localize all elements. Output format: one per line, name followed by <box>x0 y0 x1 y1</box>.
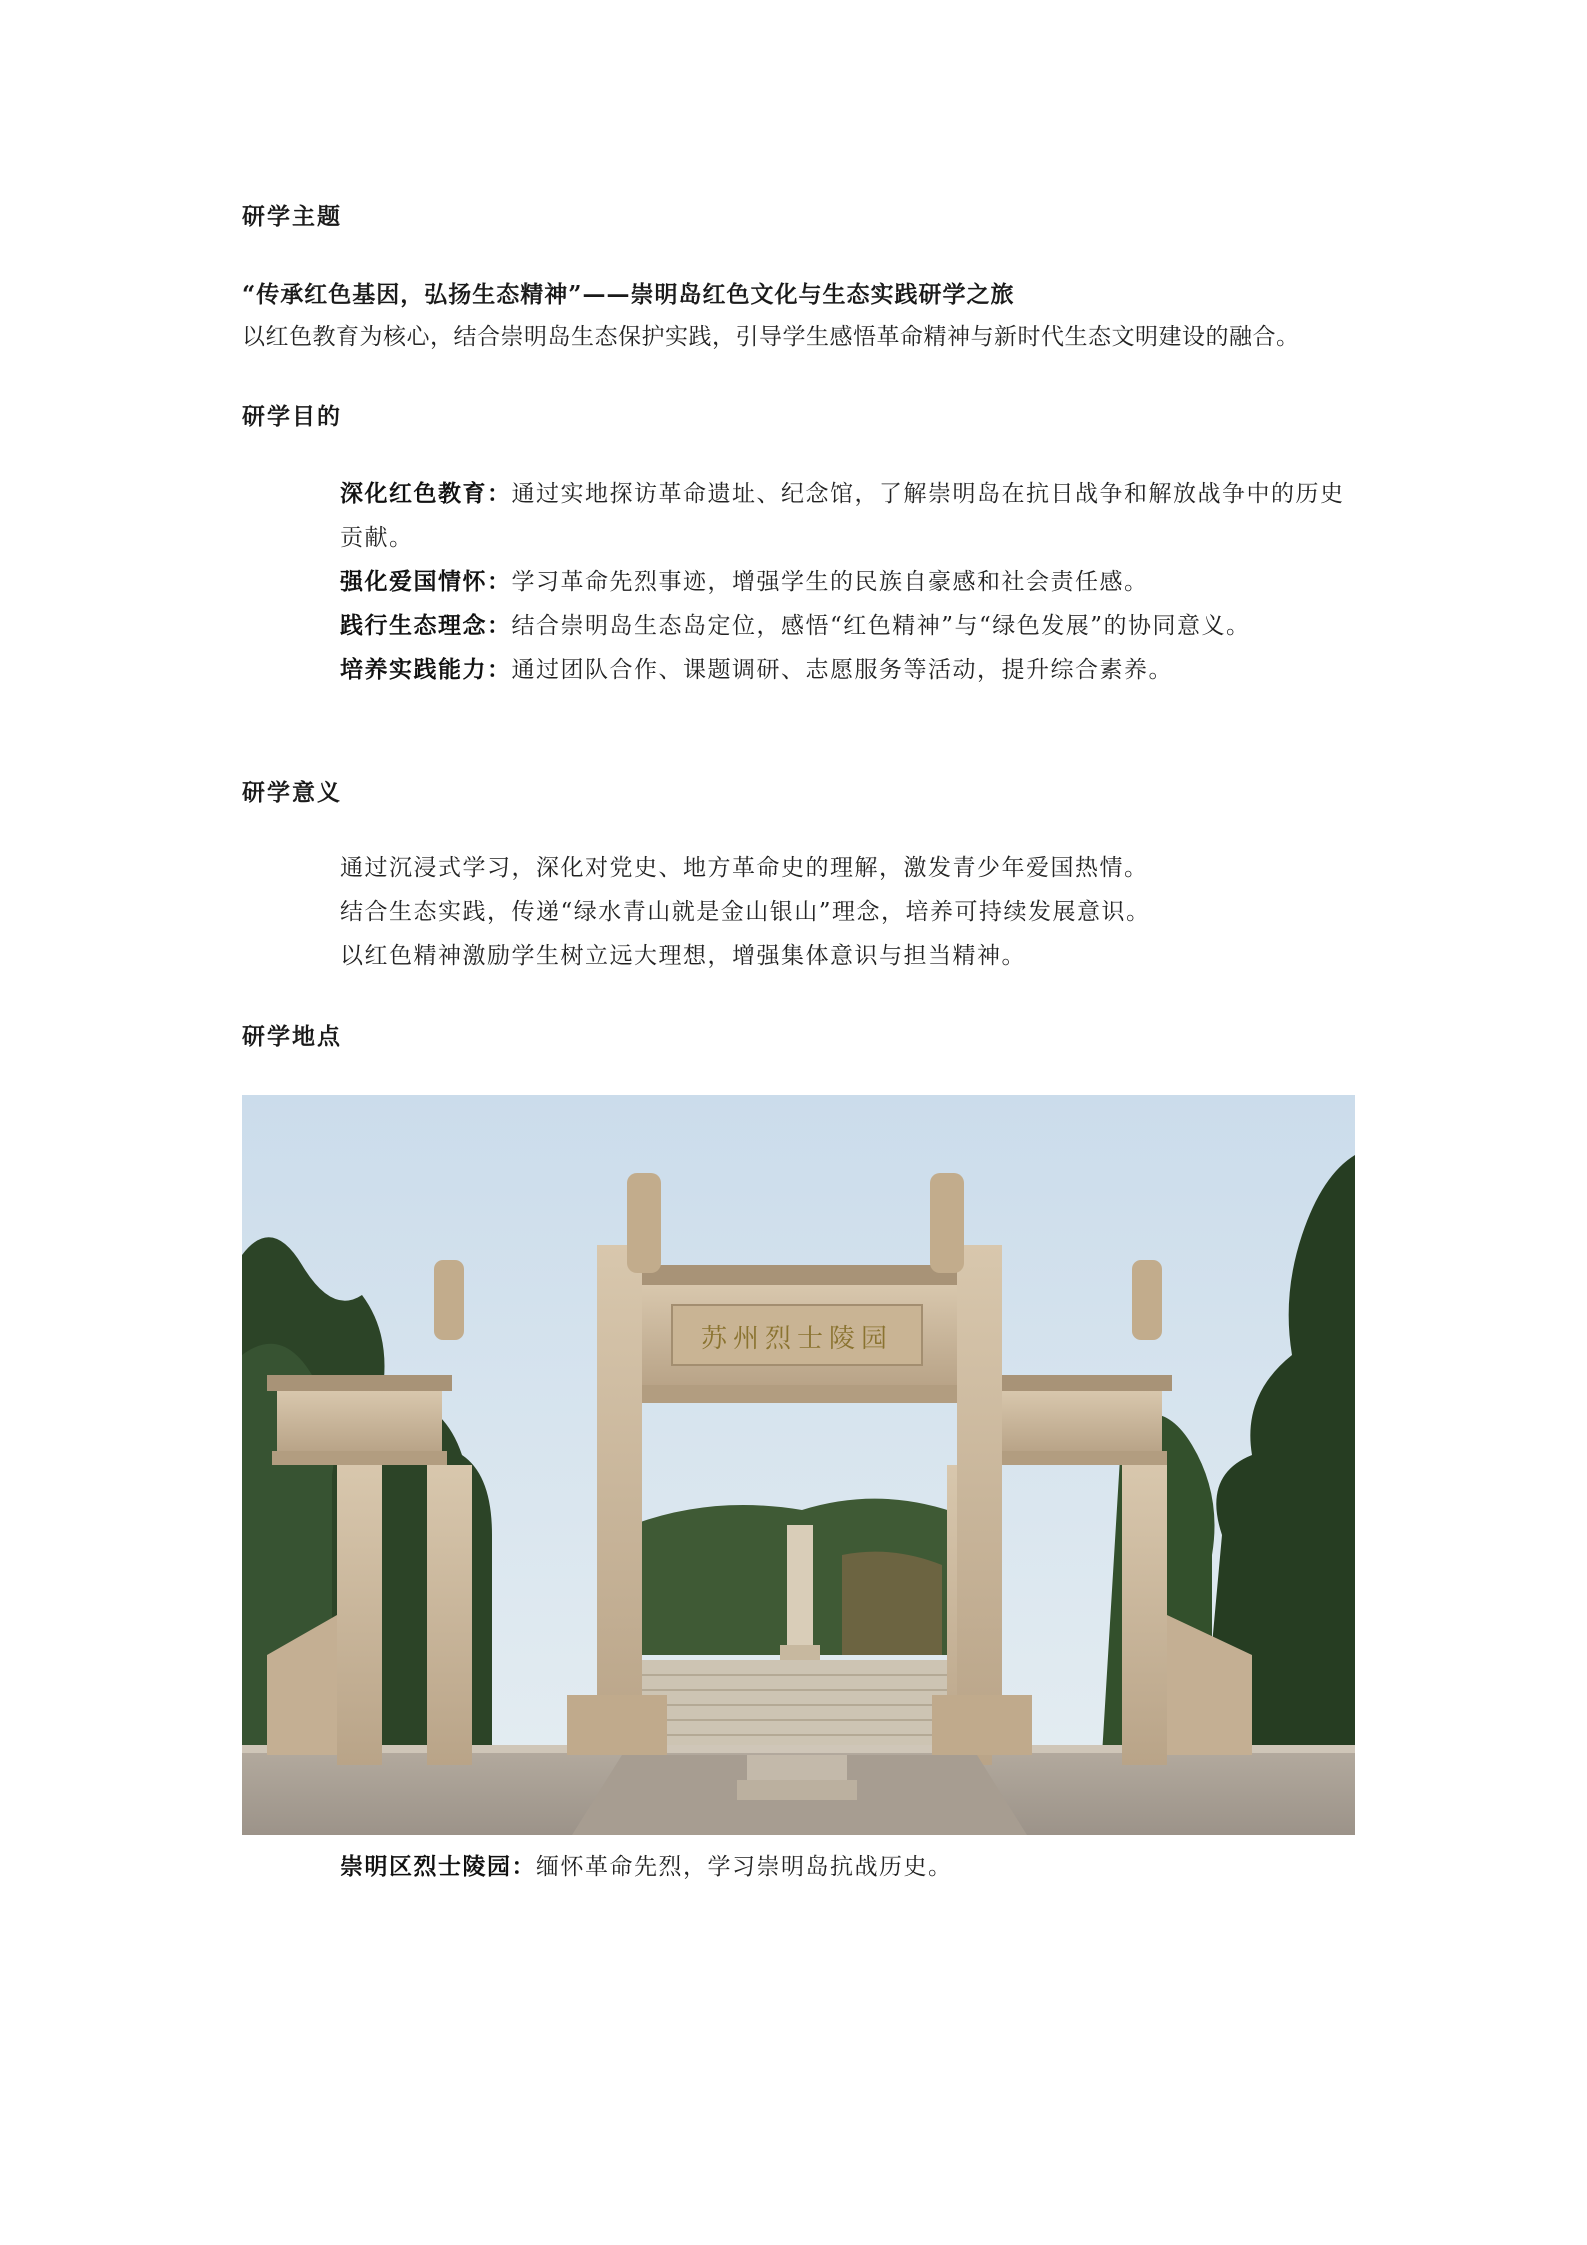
purpose-item-label: 强化爱国情怀： <box>340 568 512 595</box>
purpose-item <box>340 472 1360 560</box>
purpose-item <box>340 560 1360 604</box>
theme-title: “传承红色基因，弘扬生态精神”——崇明岛红色文化与生态实践研学之旅 <box>242 281 1015 308</box>
purpose-item-text: 结合崇明岛生态岛定位，感悟“红色精神”与“绿色发展”的协同意义。 <box>511 613 1251 639</box>
purpose-item-text: 学习革命先烈事迹，增强学生的民族自豪感和社会责任感。 <box>511 569 1149 595</box>
photo-caption <box>340 1848 953 1881</box>
significance-item: 通过沉浸式学习，深化对党史、地方革命史的理解，激发青少年爱国热情。 <box>340 855 1149 881</box>
purpose-item <box>340 604 1360 648</box>
heading-purpose: 研学目的 <box>242 403 342 430</box>
purpose-item-text: 通过实地探访革命遗址、纪念馆，了解崇明岛在抗日战争和解放战争中的历史贡献。 <box>340 481 1345 551</box>
significance-list <box>340 846 1360 978</box>
purpose-list <box>340 472 1360 692</box>
purpose-item <box>340 648 1360 692</box>
theme-description: 以红色教育为核心，结合崇明岛生态保护实践，引导学生感悟革命精神与新时代生态文明建设的融合。 <box>242 324 1300 350</box>
purpose-item-label: 培养实践能力： <box>340 656 512 683</box>
significance-item: 结合生态实践，传递“绿水青山就是金山银山”理念，培养可持续发展意识。 <box>340 899 1151 925</box>
heading-significance: 研学意义 <box>242 779 342 806</box>
memorial-gate-photo <box>242 1095 1355 1835</box>
caption-text: 缅怀革命先烈，学习崇明岛抗战历史。 <box>536 1854 953 1880</box>
caption-label: 崇明区烈士陵园： <box>340 1853 536 1880</box>
purpose-item-label: 践行生态理念： <box>340 612 512 639</box>
heading-location: 研学地点 <box>242 1023 342 1050</box>
significance-item: 以红色精神激励学生树立远大理想，增强集体意识与担当精神。 <box>340 943 1026 969</box>
purpose-item-label: 深化红色教育： <box>340 480 512 507</box>
purpose-item-text: 通过团队合作、课题调研、志愿服务等活动，提升综合素养。 <box>511 657 1173 683</box>
heading-theme: 研学主题 <box>242 203 342 230</box>
gate-plaque-text: 苏州烈士陵园 <box>700 1324 894 1354</box>
